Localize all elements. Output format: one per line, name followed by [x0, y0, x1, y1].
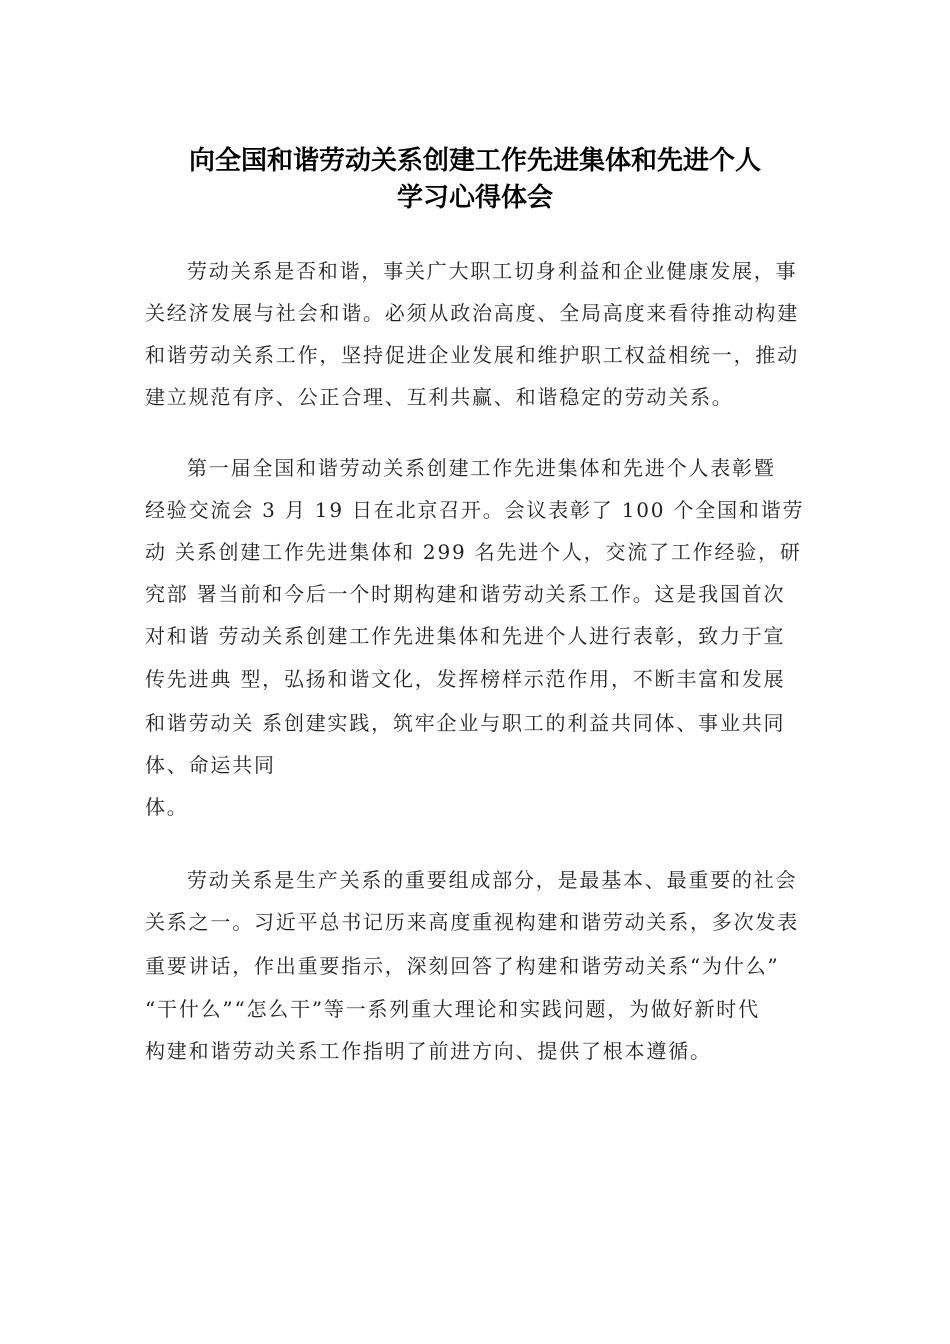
- paragraph-2-line: 传先进典 型，弘扬和谐文化，发挥榜样示范作用，不断丰富和发展: [145, 667, 786, 691]
- document-title-line-2: 学习心得体会: [396, 183, 553, 213]
- paragraph-2-line: 经验交流会 3 月 19 日在北京召开。会议表彰了 100 个全国和谐劳: [145, 498, 805, 522]
- paragraph-2-line: 第一届全国和谐劳动关系创建工作先进集体和先进个人表彰暨: [187, 456, 776, 480]
- paragraph-1-line: 劳动关系是否和谐，事关广大职工切身利益和企业健康发展，事: [187, 259, 798, 283]
- paragraph-2-line: 究部 署当前和今后一个时期构建和谐劳动关系工作。这是我国首次: [145, 582, 786, 606]
- paragraph-1-line: 和谐劳动关系工作，坚持促进企业发展和维护职工权益相统一，推动: [145, 343, 799, 367]
- paragraph-1-line: 关经济发展与社会和谐。必须从政治高度、全局高度来看待推动构建: [145, 301, 799, 325]
- paragraph-3-line: 劳动关系是生产关系的重要组成部分，是最基本、最重要的社会: [187, 868, 798, 892]
- paragraph-2-line: 动 关系创建工作先进集体和 299 名先进个人，交流了工作经验，研: [145, 540, 802, 564]
- paragraph-1-line: 建立规范有序、公正合理、互利共赢、和谐稳定的劳动关系。: [145, 385, 734, 409]
- paragraph-3-line: “干什么”“怎么干”等一系列重大理论和实践问题，为做好新时代: [145, 997, 760, 1021]
- paragraph-2-line: 体。: [145, 795, 189, 819]
- paragraph-3-line: 重要讲话，作出重要指示，深刻回答了构建和谐劳动关系“为什么”: [145, 954, 780, 978]
- paragraph-2-line: 对和谐 劳动关系创建工作先进集体和先进个人进行表彰，致力于宣: [145, 624, 786, 648]
- paragraph-2-line: 体、命运共同: [145, 753, 276, 777]
- document-title-line-1: 向全国和谐劳动关系创建工作先进集体和先进个人: [188, 146, 761, 176]
- paragraph-3-line: 构建和谐劳动关系工作指明了前进方向、提供了根本遵循。: [145, 1039, 712, 1063]
- paragraph-2-line: 和谐劳动关 系创建实践，筑牢企业与职工的利益共同体、事业共同: [145, 711, 786, 735]
- paragraph-3-line: 关系之一。习近平总书记历来高度重视构建和谐劳动关系，多次发表: [145, 910, 799, 934]
